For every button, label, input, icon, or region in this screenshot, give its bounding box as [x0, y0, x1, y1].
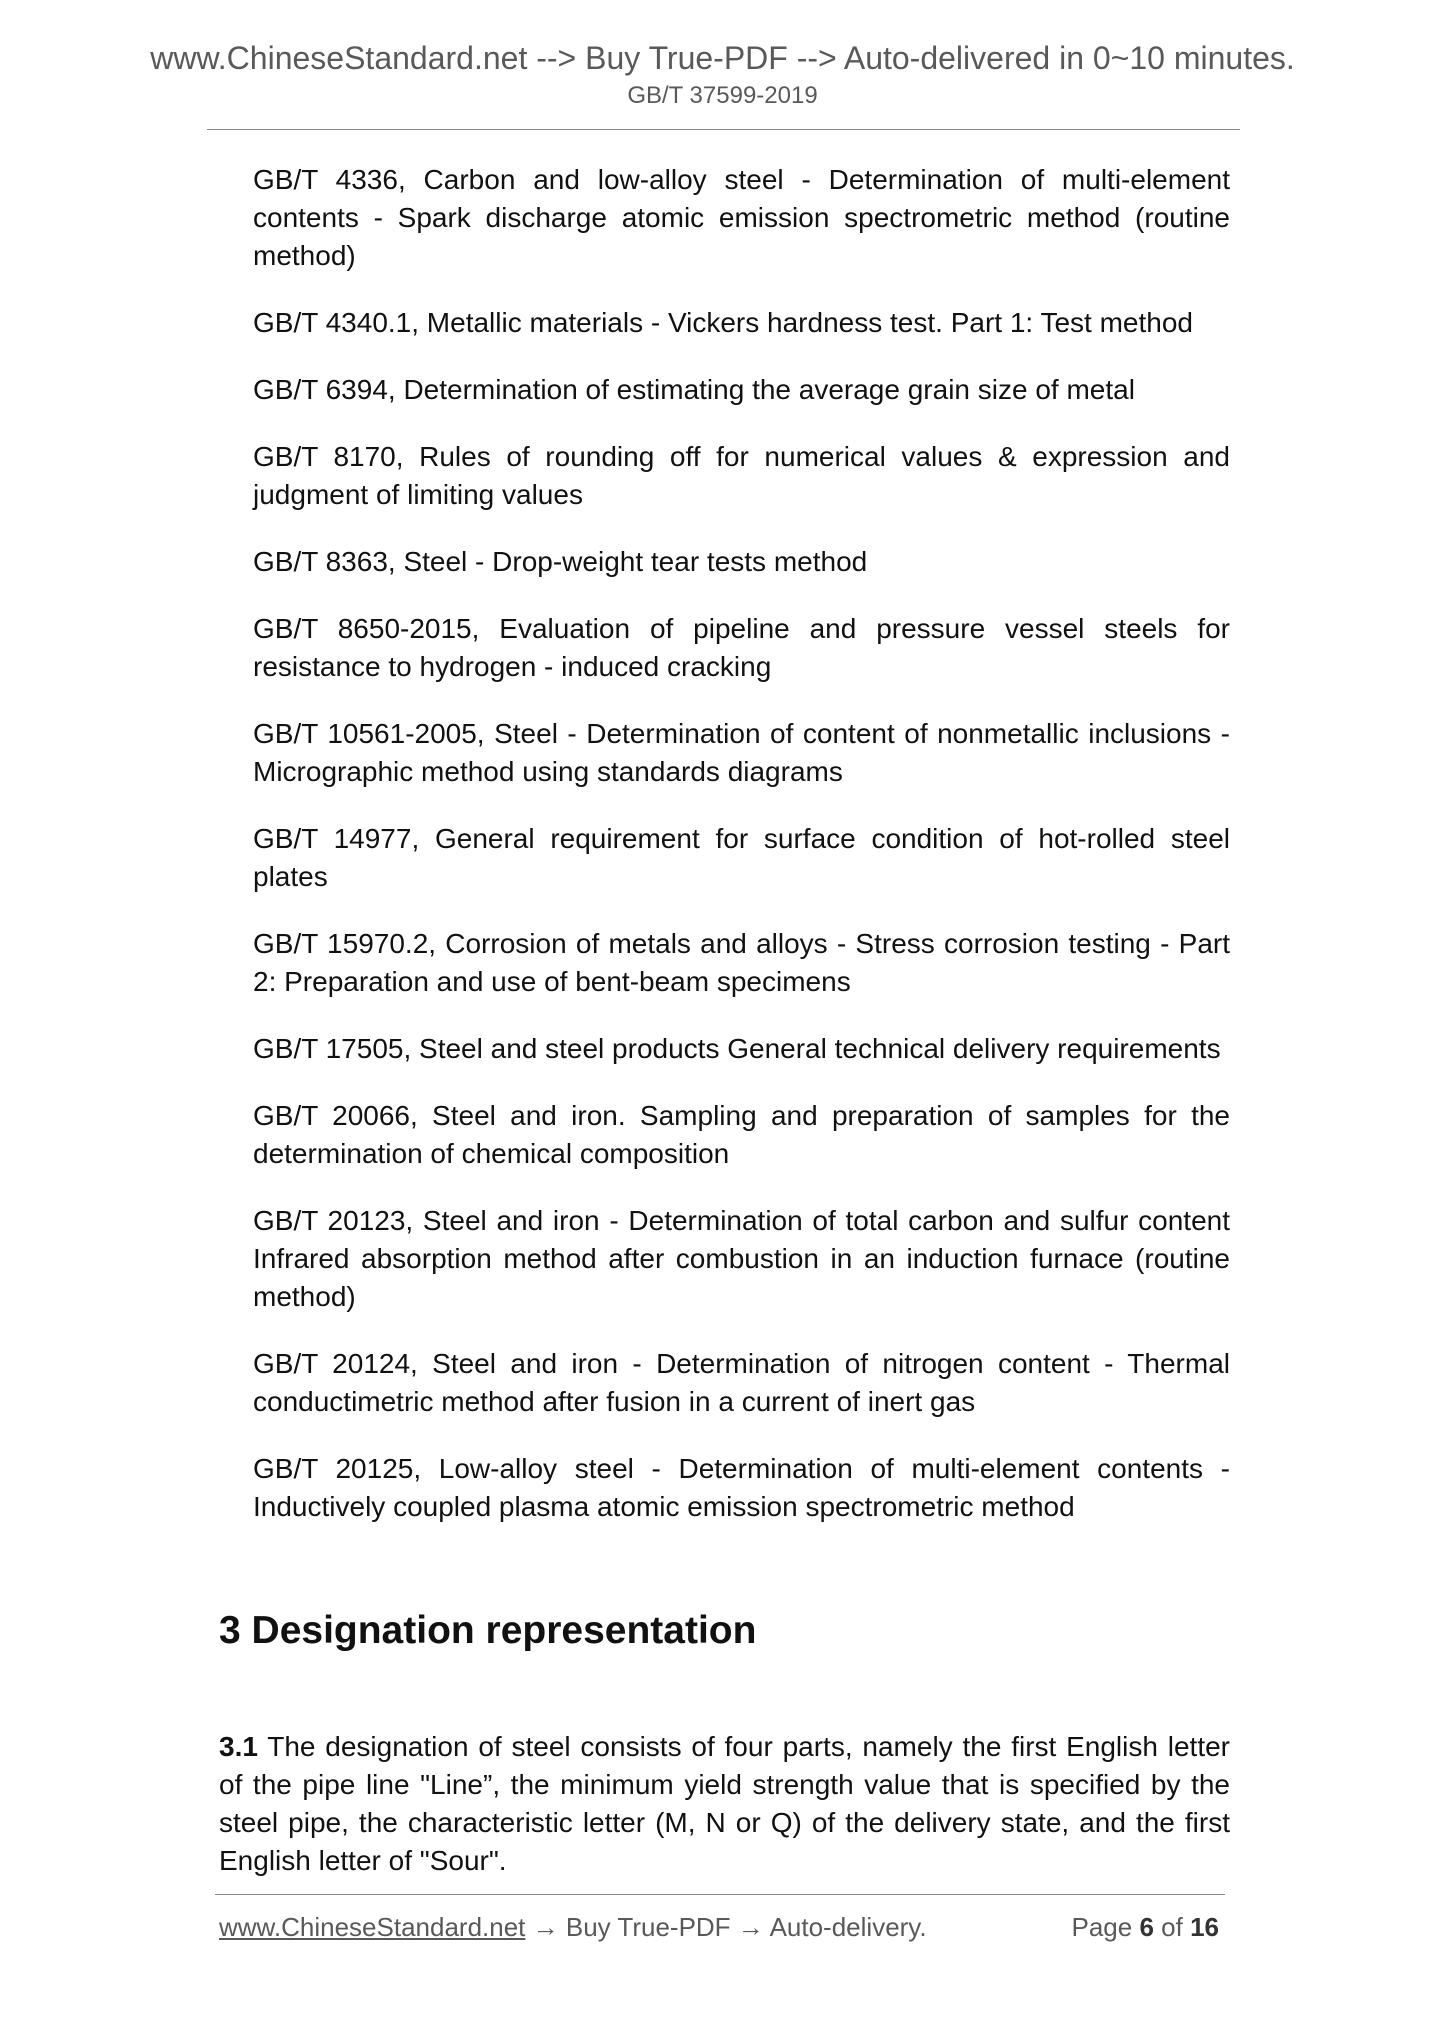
page-of-label: of: [1161, 1912, 1183, 1942]
reference-item: GB/T 20123, Steel and iron - Determination of total carbon and sulfur content Infrared absorption method after combustion in an induction furnace (routine method): [253, 1205, 1230, 1312]
clause-text: The designation of steel consists of four parts, namely the first English letter of the pipe line "Line”, the minimum yield strength value that is specified by the steel pipe, the characteristic letter (M, N or Q) of the delivery state, and the first English letter of "Sour".: [219, 1731, 1230, 1876]
footer-tagline: → Buy True-PDF → Auto-delivery.: [525, 1912, 927, 1942]
reference-item: GB/T 8170, Rules of rounding off for numerical values & expression and judgment of limiting values: [253, 441, 1230, 510]
reference-item: GB/T 8650-2015, Evaluation of pipeline and pressure vessel steels for resistance to hydrogen - induced cracking: [253, 613, 1230, 682]
reference-item: GB/T 20124, Steel and iron - Determination of nitrogen content - Thermal conductimetric method after fusion in a current of inert gas: [253, 1348, 1230, 1417]
reference-item: GB/T 8363, Steel - Drop-weight tear tests method: [253, 546, 868, 577]
page-label: Page: [1071, 1912, 1133, 1942]
clause-3-1: [219, 1728, 1230, 1880]
header-divider: [207, 129, 1240, 130]
reference-item: GB/T 17505, Steel and steel products General technical delivery requirements: [253, 1033, 1221, 1064]
footer-site-link[interactable]: www.ChineseStandard.net: [219, 1912, 526, 1942]
page-footer: [219, 1912, 1219, 1943]
header-banner: www.ChineseStandard.net --> Buy True-PDF --> Auto-delivered in 0~10 minutes.: [150, 40, 1295, 76]
page-current: 6: [1139, 1912, 1154, 1942]
normative-references-list: [253, 161, 1230, 1555]
footer-divider: [215, 1894, 1225, 1895]
reference-item: GB/T 6394, Determination of estimating the average grain size of metal: [253, 374, 1135, 405]
page-total: 16: [1190, 1912, 1219, 1942]
reference-item: GB/T 15970.2, Corrosion of metals and alloys - Stress corrosion testing - Part 2: Preparation and use of bent-beam specimens: [253, 928, 1230, 997]
clause-number: 3.1: [219, 1731, 258, 1762]
reference-item: GB/T 4336, Carbon and low-alloy steel - Determination of multi-element contents - Spark discharge atomic emission spectrometric method (routine method): [253, 164, 1230, 271]
standard-code: GB/T 37599-2019: [627, 82, 818, 109]
reference-item: GB/T 20066, Steel and iron. Sampling and preparation of samples for the determination of chemical composition: [253, 1100, 1230, 1169]
reference-item: GB/T 14977, General requirement for surface condition of hot-rolled steel plates: [253, 823, 1230, 892]
reference-item: GB/T 4340.1, Metallic materials - Vickers hardness test. Part 1: Test method: [253, 307, 1193, 338]
section-heading: 3 Designation representation: [219, 1609, 757, 1652]
reference-item: GB/T 10561-2005, Steel - Determination of content of nonmetallic inclusions - Micrographic method using standards diagrams: [253, 718, 1230, 787]
page-indicator: [1071, 1912, 1219, 1943]
reference-item: GB/T 20125, Low-alloy steel - Determination of multi-element contents - Inductively coupled plasma atomic emission spectrometric method: [253, 1453, 1230, 1522]
